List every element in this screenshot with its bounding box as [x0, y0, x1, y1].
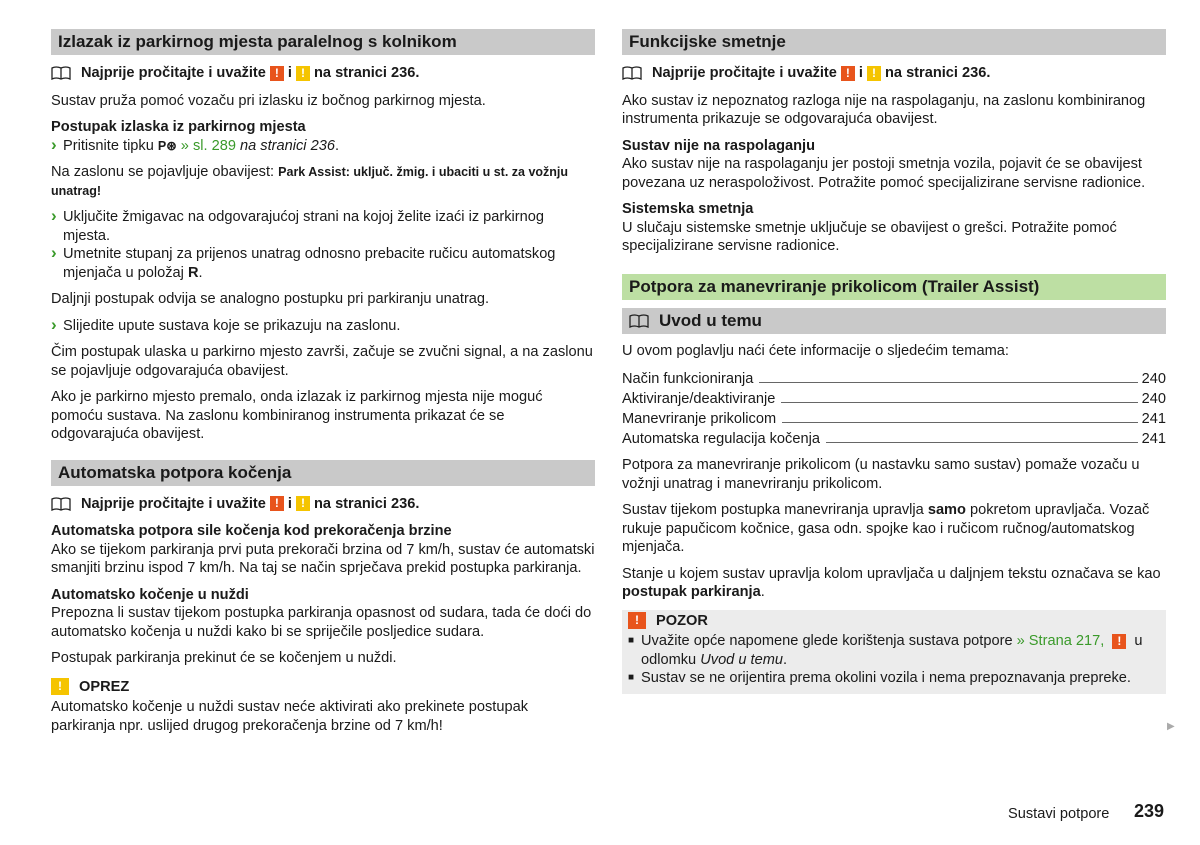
park-button-icon: P⊛ — [157, 138, 177, 153]
caution-header — [51, 678, 595, 697]
paragraph: Ako sustav nije na raspolaganju jer postoji smetnja vozila, pojavit će se obavijest povezana uz neraspoloživost. Potražite pomoć specijalizirane servisne radionice. — [622, 156, 1146, 191]
continue-arrow-icon: ▶ — [1167, 721, 1175, 732]
note-text: Najprije pročitajte i uvažite — [81, 495, 266, 512]
footer-section: Sustavi potpore — [1008, 806, 1110, 822]
paragraph: Ako sustav iz nepoznatog razloga nije na raspolaganju, na zaslonu kombiniranog instrumenta prikazuje se odgovarajuća obavijest. — [622, 92, 1146, 127]
exclamation-icon[interactable]: ! — [270, 496, 284, 511]
section-title: Potpora za manevriranje prikolicom (Trailer Assist) — [622, 274, 1166, 300]
subheading: Postupak izlaska iz parkirnog mjesta — [51, 119, 306, 135]
warning-item: ■ Sustav se ne orijentira prema okolini vozila i nema prepoznavanja prepreke. — [628, 669, 1160, 688]
page-number: 239 — [1134, 801, 1165, 821]
section-title: Funkcijske smetnje — [622, 29, 1166, 55]
subheading: Automatska potpora sile kočenja kod prekoračenja brzine — [51, 523, 452, 539]
warning-header — [628, 612, 1160, 631]
warning-box — [622, 610, 1166, 694]
bullet-item: › Slijedite upute sustava koje se prikazuju na zaslonu. — [51, 317, 595, 336]
caution-text: Automatsko kočenje u nuždi sustav neće aktivirati ako prekinete postupak parkiranja npr. uslijed drugog prekoračenja brzine od 7 km/h! — [51, 699, 528, 734]
note-text: Najprije pročitajte i uvažite — [652, 65, 837, 81]
paragraph: Ako se tijekom parkiranja prvi puta prekorači brzina od 7 km/h, sustav će automatski smanjiti brzinu ispod 7 km/h. Na taj se način sprječava prekid postupka parkiranja. — [51, 541, 595, 576]
bullet-item: › Uključite žmigavac na odgovarajućoj strani na kojoj želite izaći iz parkirnog mjesta. — [51, 208, 595, 245]
note-page: na stranici 236. — [313, 495, 420, 512]
note-and: i — [858, 65, 863, 81]
exclamation-icon[interactable]: ! — [296, 496, 310, 511]
toc-list — [622, 368, 1166, 448]
exclamation-icon: ! — [51, 678, 69, 695]
exclamation-icon[interactable]: ! — [841, 66, 855, 81]
note-and: i — [287, 495, 292, 512]
paragraph: Na zaslonu se pojavljuje obavijest: Park Assist: uključ. žmig. i ubaciti u st. za vožnju unatrag! — [51, 164, 569, 198]
paragraph: Prepozna li sustav tijekom postupka parkiranja opasnost od sudara, tada će doći do automatsko kočenja u nuždi kako bi se spriječile posljedice sudara. — [51, 605, 592, 640]
note-page: na stranici 236. — [884, 65, 991, 81]
read-first-note — [622, 64, 1166, 83]
read-first-note — [51, 495, 595, 514]
read-first-note — [51, 64, 595, 83]
bullet-item: › Umetnite stupanj za prijenos unatrag odnosno prebacite ručicu automatskog mjenjača u položaj R. — [51, 245, 595, 282]
exclamation-icon[interactable]: ! — [867, 66, 881, 81]
subheading: Automatsko kočenje u nuždi — [51, 586, 249, 603]
toc-entry[interactable]: Aktiviranje/deaktiviranje 240 — [622, 390, 1166, 407]
book-icon — [51, 66, 71, 80]
exclamation-icon[interactable]: ! — [1112, 634, 1126, 649]
toc-entry[interactable]: Automatska regulacija kočenja 241 — [622, 430, 1166, 447]
exclamation-icon[interactable]: ! — [270, 66, 284, 81]
book-icon — [629, 314, 649, 328]
paragraph: Čim postupak ulaska u parkirno mjesto završi, začuje se zvučni signal, a na zaslonu se pojavljuje odgovarajuća obavijest. — [51, 344, 593, 379]
paragraph: Sustav pruža pomoć vozaču pri izlasku iz bočnog parkirnog mjesta. — [51, 92, 486, 109]
paragraph: U ovom poglavlju naći ćete informacije o sljedećim temama: — [622, 342, 1009, 359]
warning-item: ■ Uvažite opće napomene glede korištenja sustava potpore » Strana 217, ! u odlomku Uvod u temu. — [628, 632, 1160, 669]
book-icon — [622, 66, 642, 80]
caution-title: OPREZ — [79, 678, 130, 695]
section-title: Izlazak iz parkirnog mjesta paralelnog s kolnikom — [51, 29, 595, 55]
note-and: i — [287, 65, 292, 81]
toc-entry[interactable]: Način funkcioniranja 240 — [622, 370, 1166, 387]
warning-title: POZOR — [656, 612, 708, 629]
paragraph: U slučaju sistemske smetnje uključuje se obavijest o grešci. Potražite pomoć specijalizirane servisne radionice. — [622, 219, 1117, 254]
note-text: Najprije pročitajte i uvažite — [81, 65, 266, 81]
display-message: Park Assist: uključ. žmig. i ubaciti u st. za vožnju unatrag! — [51, 165, 569, 198]
subheading: Sustav nije na raspolaganju — [622, 137, 816, 154]
subheading: Sistemska smetnja — [622, 201, 754, 217]
exclamation-icon[interactable]: ! — [296, 66, 310, 81]
toc-entry[interactable]: Manevriranje prikolicom 241 — [622, 410, 1166, 427]
paragraph: Sustav tijekom postupka manevriranja upravlja samo pokretom upravljača. Vozač rukuje papučicom kočnice, gasa odn. spojke kao i ručicom ručnog/automatskog mjenjača. — [622, 502, 1150, 555]
paragraph: Stanje u kojem sustav upravlja kolom upravljača u daljnjem tekstu označava se kao postupak parkiranja. — [622, 565, 1161, 600]
paragraph: Daljnji postupak odvija se analogno postupku pri parkiranju unatrag. — [51, 291, 490, 307]
book-icon — [51, 497, 71, 511]
exclamation-icon: ! — [628, 612, 646, 629]
subsection-title: Uvod u temu — [622, 308, 1166, 334]
section-title: Automatska potpora kočenja — [51, 460, 595, 486]
page-link[interactable]: » Strana 217, — [1016, 633, 1105, 649]
right-column — [622, 29, 1166, 694]
paragraph: Ako je parkirno mjesto premalo, onda izlazak iz parkirnog mjesta nije moguć pomoću sustava. Na zaslonu kombiniranog instrumenta prikazat će se odgovarajuća obavijest. — [51, 389, 543, 442]
paragraph: Postupak parkiranja prekinut će se kočenjem u nuždi. — [51, 650, 397, 666]
bullet-item: › Pritisnite tipku P⊛ » sl. 289 na stranici 236. — [51, 137, 595, 156]
paragraph: Potpora za manevriranje prikolicom (u nastavku samo sustav) pomaže vozaču u vožnji unatrag i manevriranju prikolicom. — [622, 457, 1140, 492]
figure-link[interactable]: » sl. 289 — [180, 137, 236, 154]
note-page: na stranici 236. — [313, 65, 420, 81]
left-column — [51, 29, 595, 743]
